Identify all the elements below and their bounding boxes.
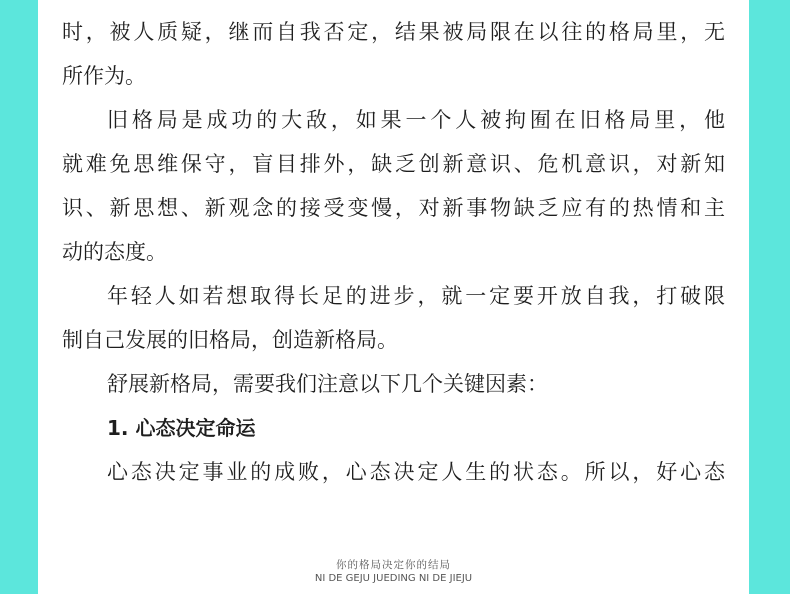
paragraph-line: 制自己发展的旧格局，创造新格局。 xyxy=(62,328,398,352)
paragraph-line: 识、新思想、新观念的接受变慢，对新事物缺乏应有的热情和主 xyxy=(62,196,725,220)
paragraph-line: 就难免思维保守，盲目排外，缺乏创新意识、危机意识，对新知 xyxy=(62,152,725,176)
footer-book-title-pinyin: NI DE GEJU JUEDING NI DE JIEJU xyxy=(314,573,473,584)
paragraph-line: 旧格局是成功的大敌，如果一个人被拘囿在旧格局里，他 xyxy=(107,108,725,132)
footer-book-title: 你的格局决定你的结局 xyxy=(336,559,451,571)
paragraph-line: 舒展新格局，需要我们注意以下几个关键因素： xyxy=(107,372,548,396)
paragraph-line: 年轻人如若想取得长足的进步，就一定要开放自我，打破限 xyxy=(107,284,725,308)
paragraph-line: 动的态度。 xyxy=(62,240,167,264)
page-body-text xyxy=(62,10,725,494)
book-page xyxy=(38,0,749,594)
paragraph-line: 心态决定事业的成败，心态决定人生的状态。所以，好心态 xyxy=(107,460,725,484)
paragraph-line: 时，被人质疑，继而自我否定，结果被局限在以往的格局里，无 xyxy=(62,20,725,44)
section-heading: 1. 心态决定命运 xyxy=(107,416,256,440)
paragraph-line: 所作为。 xyxy=(62,64,146,88)
